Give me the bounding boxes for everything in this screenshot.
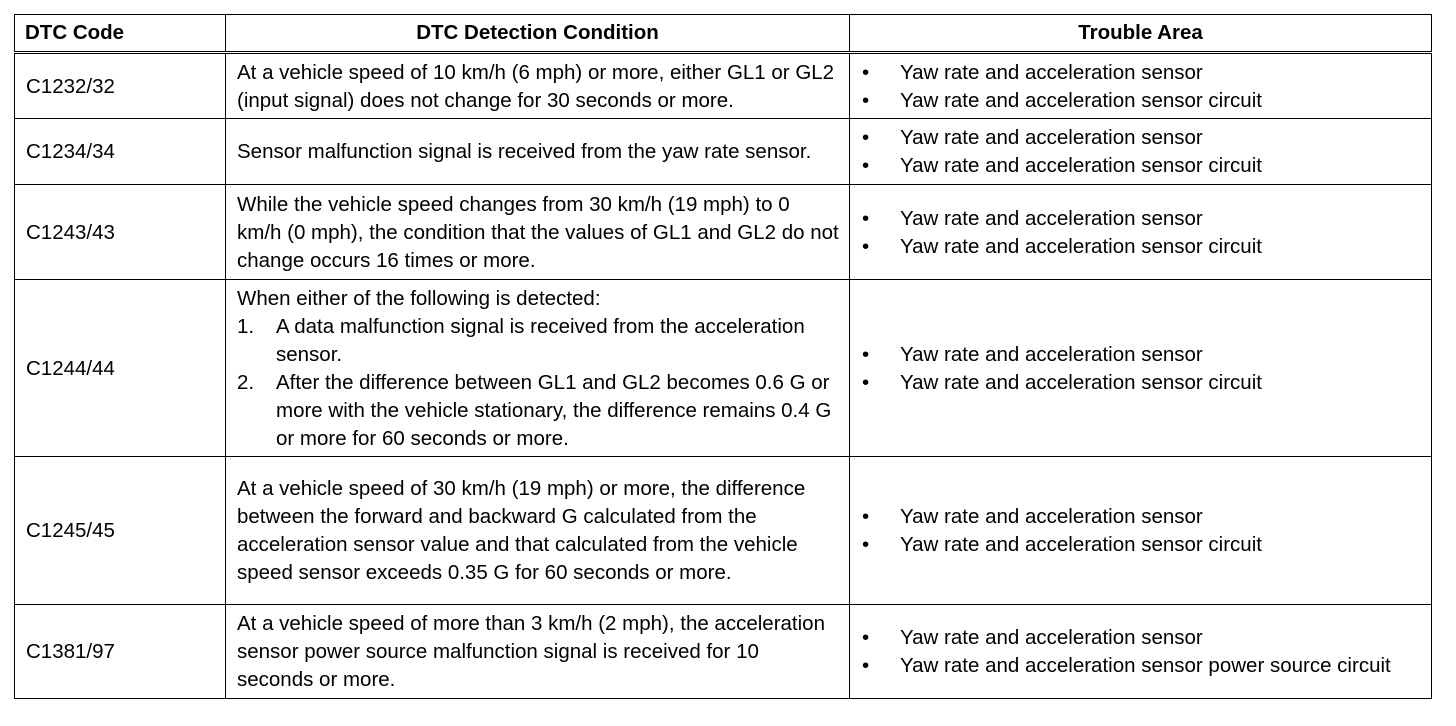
table-row bbox=[15, 280, 1432, 457]
list-item: • Yaw rate and acceleration sensor circuit bbox=[860, 531, 1421, 559]
trouble-area-cell bbox=[850, 185, 1432, 280]
list-item: • Yaw rate and acceleration sensor bbox=[860, 503, 1421, 531]
detection-condition-cell: At a vehicle speed of 30 km/h (19 mph) or more, the difference between the forward and backward G calculated from the acceleration sensor value and that calculated from the vehicle speed sensor exceeds 0.35 G for 60 seconds or more. bbox=[226, 457, 850, 605]
trouble-area-list bbox=[860, 503, 1421, 559]
dtc-code-cell: C1245/45 bbox=[15, 457, 226, 605]
trouble-area-list bbox=[860, 124, 1421, 180]
dtc-code-cell: C1232/32 bbox=[15, 53, 226, 119]
bullet-icon: • bbox=[862, 533, 870, 556]
trouble-area-cell bbox=[850, 53, 1432, 119]
dtc-code-cell: C1244/44 bbox=[15, 280, 226, 457]
condition-item bbox=[237, 369, 839, 453]
list-item: • Yaw rate and acceleration sensor bbox=[860, 59, 1421, 87]
list-item: • Yaw rate and acceleration sensor circuit bbox=[860, 152, 1421, 180]
dtc-code-cell: C1234/34 bbox=[15, 119, 226, 185]
trouble-area-list bbox=[860, 205, 1421, 261]
trouble-area-cell bbox=[850, 457, 1432, 605]
trouble-area-list bbox=[860, 624, 1421, 680]
condition-item-number: 2. bbox=[237, 370, 255, 394]
list-item: • Yaw rate and acceleration sensor bbox=[860, 341, 1421, 369]
bullet-icon: • bbox=[862, 626, 870, 649]
detection-condition-cell: At a vehicle speed of more than 3 km/h (2 mph), the acceleration sensor power source malfunction signal is received for 10 seconds or more. bbox=[226, 605, 850, 699]
detection-condition-cell: At a vehicle speed of 10 km/h (6 mph) or more, either GL1 or GL2 (input signal) does not change for 30 seconds or more. bbox=[226, 53, 850, 119]
bullet-icon: • bbox=[862, 505, 870, 528]
bullet-icon: • bbox=[862, 370, 870, 394]
bullet-icon: • bbox=[862, 88, 870, 112]
list-item: • Yaw rate and acceleration sensor circuit bbox=[860, 233, 1421, 261]
bullet-icon: • bbox=[862, 126, 870, 149]
list-item: • Yaw rate and acceleration sensor circuit bbox=[860, 87, 1421, 115]
bullet-icon: • bbox=[862, 154, 870, 177]
trouble-area-cell bbox=[850, 119, 1432, 185]
dtc-code-cell: C1381/97 bbox=[15, 605, 226, 699]
table-row bbox=[15, 119, 1432, 185]
condition-item-number: 1. bbox=[237, 314, 255, 338]
list-item: • Yaw rate and acceleration sensor bbox=[860, 205, 1421, 233]
bullet-icon: • bbox=[862, 60, 870, 84]
header-trouble-area: Trouble Area bbox=[850, 15, 1432, 53]
table-row bbox=[15, 457, 1432, 605]
list-item: • Yaw rate and acceleration sensor power source circuit bbox=[860, 652, 1421, 680]
header-detection-condition: DTC Detection Condition bbox=[226, 15, 850, 53]
dtc-code-cell: C1243/43 bbox=[15, 185, 226, 280]
trouble-area-list bbox=[860, 341, 1421, 397]
table-row bbox=[15, 53, 1432, 119]
condition-item-text: A data malfunction signal is received from the acceleration sensor. bbox=[276, 314, 805, 366]
condition-intro: When either of the following is detected: bbox=[237, 286, 601, 310]
condition-item-text: After the difference between GL1 and GL2 becomes 0.6 G or more with the vehicle stationary, the difference remains 0.4 G or more for 60 seconds or more. bbox=[276, 370, 832, 450]
trouble-area-cell bbox=[850, 280, 1432, 457]
table-header-row bbox=[15, 15, 1432, 53]
header-dtc-code: DTC Code bbox=[15, 15, 226, 53]
bullet-icon: • bbox=[862, 234, 870, 258]
bullet-icon: • bbox=[862, 206, 870, 230]
trouble-area-list bbox=[860, 59, 1421, 115]
list-item: • Yaw rate and acceleration sensor circuit bbox=[860, 369, 1421, 397]
bullet-icon: • bbox=[862, 342, 870, 366]
list-item: • Yaw rate and acceleration sensor bbox=[860, 124, 1421, 152]
bullet-icon: • bbox=[862, 654, 870, 677]
trouble-area-cell bbox=[850, 605, 1432, 699]
list-item: • Yaw rate and acceleration sensor bbox=[860, 624, 1421, 652]
condition-item bbox=[237, 313, 839, 369]
detection-condition-cell bbox=[226, 280, 850, 457]
dtc-table bbox=[14, 14, 1432, 699]
table-row bbox=[15, 185, 1432, 280]
detection-condition-cell: Sensor malfunction signal is received from the yaw rate sensor. bbox=[226, 119, 850, 185]
table-row bbox=[15, 605, 1432, 699]
dtc-table-container bbox=[14, 14, 1431, 699]
detection-condition-cell: While the vehicle speed changes from 30 km/h (19 mph) to 0 km/h (0 mph), the condition that the values of GL1 and GL2 do not change occurs 16 times or more. bbox=[226, 185, 850, 280]
